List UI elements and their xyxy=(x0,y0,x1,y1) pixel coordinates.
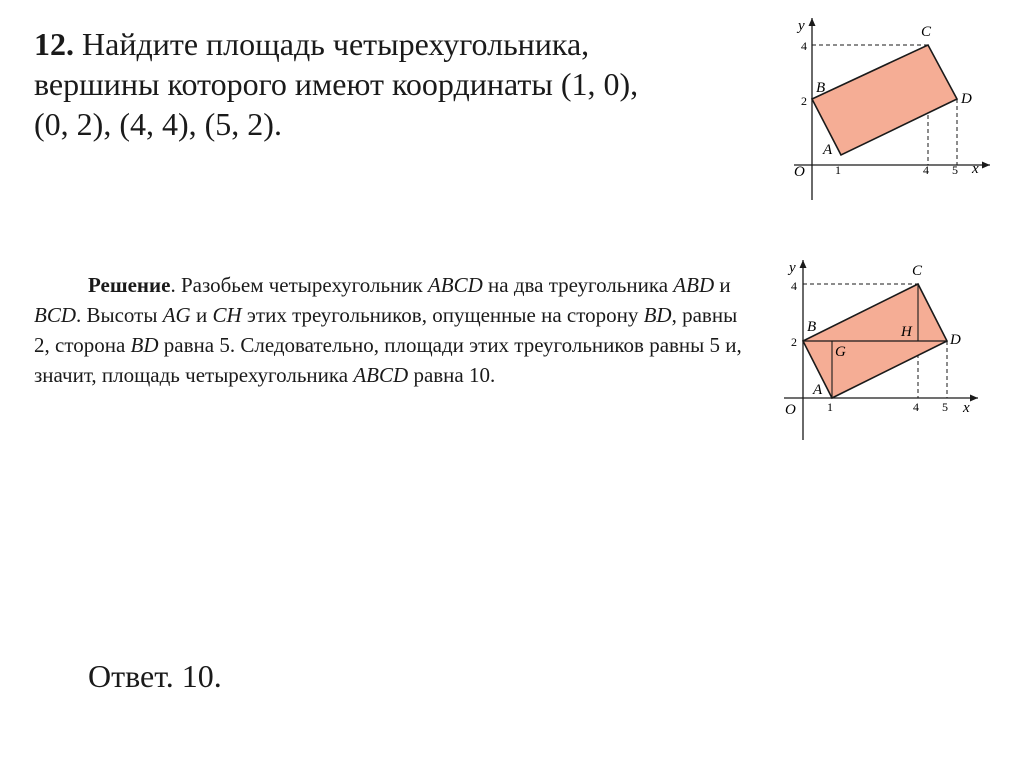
solution-text-part: равна 5. Следовательно, площади этих треугольников равны 5 и, значит, площадь четырехугольника xyxy=(34,333,742,387)
solution-label: Решение xyxy=(88,273,171,297)
problem-statement xyxy=(34,24,734,144)
vertex-d-label: D xyxy=(950,332,961,348)
x-axis-label: x xyxy=(963,400,970,416)
origin-label: O xyxy=(785,402,796,418)
vertex-c-label: C xyxy=(912,263,923,279)
solution-text-part: этих треугольников, опущенные на сторону xyxy=(241,303,644,327)
vertex-b-label: B xyxy=(807,319,817,335)
problem-text-line-3: (0, 2), (4, 4), (5, 2). xyxy=(34,106,282,142)
point-g-label: G xyxy=(835,344,846,360)
coordinate-figure-2 xyxy=(770,252,985,447)
x-axis-arrow xyxy=(970,395,978,402)
y-axis-label: y xyxy=(798,18,805,34)
vertex-d-label: D xyxy=(961,91,972,107)
tick-x-1: 1 xyxy=(835,163,841,177)
vertex-c-label: C xyxy=(921,24,932,40)
height-ch-name: CH xyxy=(212,303,242,327)
problem-text-line-2: вершины которого имеют координаты (1, 0), xyxy=(34,66,639,102)
height-ag-name: AG xyxy=(162,303,191,327)
quadrilateral-abcd xyxy=(812,45,957,155)
solution-text-part: и xyxy=(190,303,213,327)
y-axis-arrow xyxy=(800,260,807,268)
tick-x-4: 4 xyxy=(923,163,929,177)
solution-text-part: равна 10. xyxy=(408,363,496,387)
tick-x-5: 5 xyxy=(952,163,958,177)
coordinate-figure-1 xyxy=(780,10,995,205)
vertex-a-label: A xyxy=(823,142,833,158)
answer: Ответ. 10. xyxy=(88,658,222,694)
tick-x-5: 5 xyxy=(942,400,948,414)
problem-text-line-1: Найдите площадь четырехугольника, xyxy=(82,26,590,62)
x-axis-label: x xyxy=(972,161,979,177)
tick-x-4: 4 xyxy=(913,400,919,414)
point-h-label: H xyxy=(901,324,912,340)
y-axis-arrow xyxy=(809,18,816,26)
triangle-bcd-name: BCD xyxy=(34,303,76,327)
tick-y-2: 2 xyxy=(791,335,797,349)
quad-name: ABCD xyxy=(353,363,409,387)
y-axis-label: y xyxy=(789,260,796,276)
solution-text-part: и xyxy=(714,273,731,297)
vertex-a-label: A xyxy=(813,382,823,398)
side-bd-name: BD xyxy=(130,333,159,357)
side-bd-name: BD xyxy=(643,303,672,327)
solution-text-part: , равны 2, сторона xyxy=(34,303,738,357)
origin-label: O xyxy=(794,164,805,180)
tick-y-4: 4 xyxy=(801,39,807,53)
vertex-b-label: B xyxy=(816,80,826,96)
tick-y-2: 2 xyxy=(801,94,807,108)
quad-name: ABCD xyxy=(427,273,483,297)
problem-number: 12. xyxy=(34,26,74,62)
solution-text-part: на два треугольника xyxy=(482,273,674,297)
tick-x-1: 1 xyxy=(827,400,833,414)
solution-text-part: . Высоты xyxy=(76,303,163,327)
solution-text-part: . Разобьем четырехугольник xyxy=(170,273,428,297)
triangle-abd-name: ABD xyxy=(673,273,715,297)
solution-text xyxy=(34,270,754,390)
x-axis-arrow xyxy=(982,162,990,169)
tick-y-4: 4 xyxy=(791,279,797,293)
